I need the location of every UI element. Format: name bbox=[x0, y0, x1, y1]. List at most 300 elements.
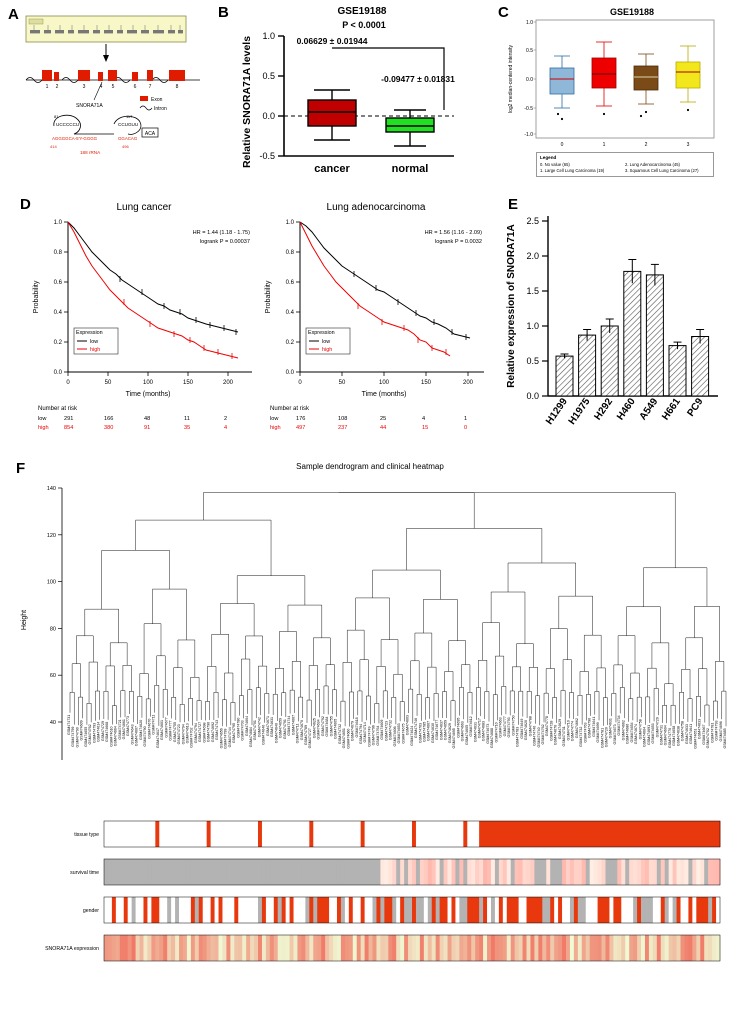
heatmap-cell bbox=[278, 859, 282, 885]
heatmap-cell bbox=[270, 897, 274, 923]
dendro-leaf-label: GSM474781 bbox=[710, 722, 715, 743]
heatmap-cell bbox=[278, 935, 282, 961]
dendro-branch bbox=[442, 692, 446, 718]
dendro-branch bbox=[569, 693, 573, 719]
dendro-branch bbox=[586, 694, 590, 720]
panel-f-ytick-120: 120 bbox=[46, 532, 56, 539]
heatmap-cell bbox=[487, 935, 491, 961]
dendro-branch bbox=[358, 691, 362, 722]
km-right-risk-high-label: high bbox=[270, 425, 281, 431]
heatmap-cell bbox=[602, 859, 606, 885]
heatmap-cell bbox=[527, 935, 531, 961]
heatmap-cell bbox=[444, 859, 448, 885]
heatmap-cell bbox=[365, 935, 369, 961]
panel-c-ylabel: log2 median-centered intensity bbox=[508, 44, 514, 114]
heatmap-cell bbox=[373, 935, 377, 961]
heatmap-cell bbox=[392, 821, 396, 847]
dendro-branch bbox=[258, 666, 266, 693]
heatmap-cell bbox=[629, 859, 633, 885]
panel-c-xtick-2: 2 bbox=[644, 142, 648, 148]
heatmap-cell bbox=[187, 821, 191, 847]
heatmap-cell bbox=[617, 859, 621, 885]
panel-f-letter: F bbox=[16, 460, 26, 477]
heatmap-cell bbox=[641, 821, 645, 847]
heatmap-cell bbox=[345, 897, 349, 923]
heatmap-cell bbox=[530, 821, 534, 847]
dendro-leaf-label: GSM474630 bbox=[430, 722, 435, 744]
heatmap-cell bbox=[211, 897, 215, 923]
dendro-leaf-label: GSM474641 bbox=[591, 716, 596, 737]
heatmap-cell bbox=[396, 935, 400, 961]
heatmap-cell bbox=[669, 897, 673, 923]
heatmap-cell bbox=[404, 859, 408, 885]
heatmap-cell bbox=[534, 935, 538, 961]
heatmap-cell bbox=[673, 859, 677, 885]
heatmap-cell bbox=[365, 859, 369, 885]
dendro-branch bbox=[434, 693, 438, 721]
km-right-risk-low-3: 4 bbox=[422, 416, 426, 422]
heatmap-cell bbox=[286, 935, 290, 961]
heatmap-cell bbox=[677, 897, 681, 923]
heatmap-cell bbox=[487, 821, 491, 847]
dendro-branch bbox=[343, 662, 351, 701]
heatmap-cell bbox=[542, 897, 546, 923]
heatmap-cell bbox=[432, 859, 436, 885]
heatmap-cell bbox=[523, 935, 527, 961]
heatmap-cell bbox=[404, 935, 408, 961]
heatmap-cell bbox=[471, 859, 475, 885]
heatmap-cell bbox=[416, 935, 420, 961]
heatmap-cell bbox=[570, 821, 574, 847]
heatmap-cell bbox=[313, 897, 317, 923]
heatmap-cell bbox=[684, 859, 688, 885]
heatmap-cell bbox=[321, 935, 325, 961]
heatmap-cell bbox=[262, 821, 266, 847]
heatmap-cell bbox=[297, 859, 301, 885]
heatmap-cell bbox=[677, 935, 681, 961]
heatmap-cell bbox=[294, 859, 298, 885]
dendro-branch bbox=[643, 568, 706, 607]
km-left-ylabel: Probability bbox=[33, 280, 40, 314]
km-plot-lung-adenocarcinoma bbox=[256, 200, 496, 456]
dendro-branch bbox=[665, 684, 673, 706]
heatmap-cell bbox=[112, 821, 116, 847]
panel-e-ytick-3: 1.5 bbox=[526, 286, 539, 296]
dendro-leaf-label: GSM474651 bbox=[693, 728, 698, 749]
heatmap-cell bbox=[167, 935, 171, 961]
heatmap-cell bbox=[562, 821, 566, 847]
heatmap-cell bbox=[463, 859, 467, 885]
dendro-branch bbox=[85, 609, 119, 643]
heatmap-cell bbox=[436, 935, 440, 961]
heatmap-cell bbox=[226, 821, 230, 847]
heatmap-cell bbox=[400, 935, 404, 961]
heatmap-cell bbox=[313, 859, 317, 885]
km-right-xtick-1: 50 bbox=[338, 380, 346, 386]
heatmap-cell bbox=[657, 897, 661, 923]
heatmap-cell bbox=[250, 935, 254, 961]
dendro-branch bbox=[483, 623, 500, 661]
heatmap-cell bbox=[507, 935, 511, 961]
heatmap-cell bbox=[120, 935, 124, 961]
heatmap-cell bbox=[238, 935, 242, 961]
heatmap-cell bbox=[684, 935, 688, 961]
heatmap-cell bbox=[527, 897, 531, 923]
heatmap-cell bbox=[649, 935, 653, 961]
heatmap-cell bbox=[542, 859, 546, 885]
dendro-leaf-label: GSM474790 bbox=[206, 721, 211, 743]
heatmap-cell bbox=[270, 821, 274, 847]
heatmap-cell bbox=[700, 935, 704, 961]
km-left-xtick-1: 50 bbox=[104, 380, 112, 386]
dendro-branch bbox=[339, 493, 675, 568]
heatmap-cell bbox=[677, 821, 681, 847]
dendro-branch bbox=[512, 667, 520, 691]
dendro-leaf-label: GSM474673 bbox=[485, 723, 490, 744]
heatmap-cell bbox=[716, 897, 720, 923]
heatmap-cell bbox=[637, 935, 641, 961]
heatmap-cell bbox=[440, 935, 444, 961]
heatmap-cell bbox=[538, 897, 542, 923]
dendro-leaf-label: GSM474629 bbox=[447, 723, 452, 744]
dendro-branch bbox=[517, 644, 534, 668]
heatmap-cell bbox=[305, 897, 309, 923]
dendro-leaf-label: GSM474749 bbox=[367, 726, 372, 747]
dendro-branch bbox=[612, 693, 616, 722]
num-81: 81 bbox=[54, 114, 59, 119]
dendro-leaf-label: GSM474667 bbox=[701, 724, 706, 745]
dendro-leaf-label: GSM474686 bbox=[625, 723, 630, 744]
dendro-leaf-label: GSM474763 bbox=[583, 722, 588, 743]
heatmap-cell bbox=[665, 821, 669, 847]
heatmap-cell bbox=[503, 897, 507, 923]
heatmap-cell bbox=[337, 859, 341, 885]
dendro-branch bbox=[205, 701, 209, 720]
heatmap-cell bbox=[562, 935, 566, 961]
heatmap-cell bbox=[128, 859, 132, 885]
dendro-branch bbox=[87, 703, 91, 724]
heatmap-cell bbox=[503, 859, 507, 885]
heatmap-cell bbox=[578, 897, 582, 923]
dendro-leaf-label: GSM474609 bbox=[79, 720, 84, 741]
dendro-leaf-label: GSM474662 bbox=[574, 718, 579, 739]
heatmap-cell bbox=[369, 859, 373, 885]
dendro-branch bbox=[347, 630, 364, 662]
heatmap-cell bbox=[704, 821, 708, 847]
dendro-leaf-label: GSM474762 bbox=[88, 724, 93, 745]
heatmap-cell bbox=[515, 935, 519, 961]
heatmap-cell bbox=[554, 897, 558, 923]
heatmap-cell bbox=[230, 935, 234, 961]
heatmap-row-label-SNORA71A-expression: SNORA71A expression bbox=[45, 946, 99, 952]
km-right-ylabel: Probability bbox=[265, 280, 272, 314]
km-right-xtick-3: 150 bbox=[420, 380, 432, 386]
heatmap-cell bbox=[329, 859, 333, 885]
heatmap-cell bbox=[684, 821, 688, 847]
dendro-leaf-label: GSM474640 bbox=[261, 724, 266, 745]
heatmap-cell bbox=[128, 897, 132, 923]
panel-e bbox=[500, 196, 732, 458]
dendro-branch bbox=[157, 656, 165, 689]
heatmap-cell bbox=[523, 897, 527, 923]
dendro-leaf-label: GSM474777 bbox=[168, 720, 173, 741]
heatmap-cell bbox=[155, 821, 159, 847]
heatmap-cell bbox=[590, 897, 594, 923]
heatmap-cell bbox=[459, 859, 463, 885]
dendro-branch bbox=[383, 691, 387, 719]
heatmap-cell bbox=[649, 859, 653, 885]
dendro-leaf-label: GSM474788 bbox=[528, 716, 533, 737]
heatmap-cell bbox=[349, 935, 353, 961]
heatmap-cell bbox=[598, 935, 602, 961]
dendro-leaf-label: GSM474638 bbox=[676, 725, 681, 747]
dendro-branch bbox=[208, 666, 216, 701]
dendro-leaf-label: GSM474699 bbox=[596, 722, 601, 743]
heatmap-cell bbox=[140, 859, 144, 885]
dendro-leaf-label: GSM474603 bbox=[405, 715, 410, 736]
dendro-leaf-label: GSM474704 bbox=[181, 724, 186, 745]
heatmap-cell bbox=[400, 897, 404, 923]
heatmap-cell bbox=[574, 935, 578, 961]
panel-c-legend bbox=[536, 152, 714, 177]
heatmap-cell bbox=[250, 859, 254, 885]
dendro-leaf-label: GSM474702 bbox=[706, 728, 711, 749]
heatmap-cell bbox=[621, 897, 625, 923]
heatmap-cell bbox=[491, 897, 495, 923]
heatmap-cell bbox=[333, 897, 337, 923]
heatmap-cell bbox=[286, 821, 290, 847]
km-right-xtick-0: 0 bbox=[298, 380, 302, 386]
heatmap-cell bbox=[681, 897, 685, 923]
heatmap-cell bbox=[649, 821, 653, 847]
heatmap-cell bbox=[246, 821, 250, 847]
dendro-leaf-label: GSM474685 bbox=[723, 728, 727, 749]
heatmap-row-label-gender: gender bbox=[82, 908, 99, 914]
heatmap-cell bbox=[207, 859, 211, 885]
km-right-ytick-4: 0.8 bbox=[285, 250, 294, 256]
heatmap-cell bbox=[641, 897, 645, 923]
dendro-leaf-label: GSM474670 bbox=[147, 718, 152, 739]
dendro-branch bbox=[282, 693, 286, 717]
heatmap-cell bbox=[463, 897, 467, 923]
heatmap-cell bbox=[282, 821, 286, 847]
heatmap-cell bbox=[203, 935, 207, 961]
heatmap-cell bbox=[495, 897, 499, 923]
heatmap-cell bbox=[491, 859, 495, 885]
heatmap-cell bbox=[696, 821, 700, 847]
dendro-leaf-label: GSM474790 bbox=[143, 726, 148, 747]
heatmap-cell bbox=[215, 897, 219, 923]
heatmap-cell bbox=[708, 821, 712, 847]
heatmap-cell bbox=[455, 935, 459, 961]
heatmap-cell bbox=[700, 821, 704, 847]
heatmap-cell bbox=[673, 897, 677, 923]
heatmap-cell bbox=[696, 859, 700, 885]
dendro-branch bbox=[112, 706, 116, 725]
dendro-leaf-label: GSM474625 bbox=[312, 718, 317, 739]
heatmap-cell bbox=[349, 897, 353, 923]
svg-text:2: 2 bbox=[55, 84, 59, 90]
heatmap-cell bbox=[716, 821, 720, 847]
dendro-branch bbox=[682, 669, 690, 698]
heatmap-cell bbox=[712, 859, 716, 885]
heatmap-cell bbox=[140, 897, 144, 923]
heatmap-cell bbox=[621, 935, 625, 961]
dendro-branch bbox=[580, 671, 588, 695]
dendro-branch bbox=[400, 702, 404, 722]
dendro-leaf-label: GSM474758 bbox=[638, 719, 643, 740]
heatmap-cell bbox=[136, 935, 140, 961]
heatmap-cell bbox=[669, 859, 673, 885]
km-left-hr: HR = 1.44 (1.18 - 1.75) bbox=[192, 230, 250, 236]
heatmap-cell bbox=[412, 821, 416, 847]
dendro-branch bbox=[153, 589, 187, 640]
heatmap-cell bbox=[262, 859, 266, 885]
km-right-legend-high: high bbox=[322, 347, 333, 353]
intron-legend-label: Intron bbox=[154, 106, 167, 112]
panel-d-letter: D bbox=[20, 196, 31, 213]
heatmap-cell bbox=[384, 935, 388, 961]
legend-item-0: 0. No value (65) bbox=[540, 161, 570, 167]
heatmap-cell bbox=[479, 935, 483, 961]
heatmap-cell bbox=[167, 821, 171, 847]
heatmap-cell bbox=[195, 859, 199, 885]
heatmap-cell bbox=[250, 897, 254, 923]
dendro-branch bbox=[288, 605, 322, 638]
heatmap-cell bbox=[499, 897, 503, 923]
heatmap-cell bbox=[451, 859, 455, 885]
heatmap-cell bbox=[199, 821, 203, 847]
dendro-branch bbox=[478, 660, 486, 691]
dendro-branch bbox=[493, 695, 497, 726]
bar-PC9 bbox=[692, 337, 709, 397]
dendro-leaf-label: GSM474662 bbox=[621, 720, 626, 741]
heatmap-cell bbox=[246, 897, 250, 923]
heatmap-cell bbox=[558, 935, 562, 961]
dendro-leaf-label: GSM474629 bbox=[557, 718, 562, 740]
heatmap-cell bbox=[669, 935, 673, 961]
dendro-branch bbox=[415, 633, 432, 667]
heatmap-cell bbox=[234, 821, 238, 847]
dendro-branch bbox=[423, 599, 457, 640]
dendro-branch bbox=[597, 668, 605, 698]
heatmap-cell bbox=[211, 859, 215, 885]
heatmap-cell bbox=[187, 897, 191, 923]
heatmap-cell bbox=[151, 859, 155, 885]
heatmap-cell bbox=[151, 897, 155, 923]
heatmap-cell bbox=[491, 935, 495, 961]
heatmap-cell bbox=[570, 897, 574, 923]
heatmap-cell bbox=[179, 935, 183, 961]
heatmap-cell bbox=[341, 821, 345, 847]
dendro-branch bbox=[459, 687, 463, 719]
dendro-branch bbox=[324, 686, 328, 715]
dendro-leaf-label: GSM474604 bbox=[642, 726, 647, 748]
heatmap-cell bbox=[530, 935, 534, 961]
dendro-leaf-label: GSM474785 bbox=[422, 721, 427, 742]
panel-c bbox=[500, 6, 732, 186]
dendro-leaf-label: GSM474660 bbox=[346, 728, 351, 749]
heatmap-cell bbox=[199, 897, 203, 923]
heatmap-cell bbox=[215, 821, 219, 847]
heatmap-cell bbox=[151, 821, 155, 847]
heatmap-cell bbox=[104, 897, 108, 923]
dendro-leaf-label: GSM474732 bbox=[337, 723, 342, 745]
heatmap-cell bbox=[554, 821, 558, 847]
heatmap-cell bbox=[503, 821, 507, 847]
km-left-ytick-4: 0.8 bbox=[53, 250, 62, 256]
heatmap-cell bbox=[120, 821, 124, 847]
heatmap-cell bbox=[424, 935, 428, 961]
heatmap-cell bbox=[234, 897, 238, 923]
heatmap-cell bbox=[290, 821, 294, 847]
heatmap-cell bbox=[195, 897, 199, 923]
heatmap-cell bbox=[609, 897, 613, 923]
heatmap-cell bbox=[357, 897, 361, 923]
dendro-leaf-label: GSM474604 bbox=[244, 715, 249, 737]
dendro-branch bbox=[174, 668, 182, 705]
panel-f-ytick-100: 100 bbox=[46, 579, 56, 586]
heatmap-cell bbox=[546, 859, 550, 885]
heatmap-cell bbox=[341, 897, 345, 923]
heatmap-cell bbox=[436, 859, 440, 885]
dendro-branch bbox=[140, 673, 148, 698]
heatmap-cell bbox=[128, 935, 132, 961]
km-left-legend-title: Expression bbox=[76, 330, 103, 336]
dendro-branch bbox=[332, 690, 336, 717]
heatmap-cell bbox=[605, 821, 609, 847]
heatmap-cell bbox=[625, 935, 629, 961]
dendro-leaf-label: GSM474770 bbox=[667, 727, 672, 749]
km-right-risk-high-3: 15 bbox=[422, 425, 429, 431]
heatmap-cell bbox=[582, 897, 586, 923]
heatmap-cell bbox=[305, 859, 309, 885]
km-left-logrank: logrank P = 0.00037 bbox=[199, 239, 250, 245]
dendro-leaf-label: GSM474631 bbox=[270, 716, 275, 738]
panel-b-pvalue: P < 0.0001 bbox=[342, 20, 386, 30]
panel-c-ytick-5: -1.0 bbox=[524, 132, 533, 138]
dendro-leaf-label: GSM474731 bbox=[67, 714, 71, 735]
dendro-branch bbox=[110, 643, 127, 666]
heatmap-cell bbox=[147, 821, 151, 847]
heatmap-cell bbox=[558, 897, 562, 923]
heatmap-cell bbox=[677, 859, 681, 885]
heatmap-cell bbox=[104, 935, 108, 961]
heatmap-cell bbox=[617, 821, 621, 847]
heatmap-cell bbox=[471, 935, 475, 961]
panel-e-ytick-5: 2.5 bbox=[526, 216, 539, 226]
heatmap-cell bbox=[175, 897, 179, 923]
heatmap-cell bbox=[617, 897, 621, 923]
heatmap-cell bbox=[147, 935, 151, 961]
panel-b bbox=[218, 4, 484, 188]
dendro-leaf-label: GSM474720 bbox=[604, 727, 609, 748]
heatmap-cell bbox=[519, 859, 523, 885]
dendro-leaf-label: GSM474758 bbox=[680, 720, 685, 742]
km-left-risk-low-1: 166 bbox=[104, 416, 114, 422]
heatmap-cell bbox=[132, 897, 136, 923]
heatmap-cell bbox=[645, 897, 649, 923]
dendro-branch bbox=[648, 668, 656, 697]
heatmap-cell bbox=[586, 897, 590, 923]
heatmap-cell bbox=[262, 897, 266, 923]
heatmap-cell bbox=[578, 859, 582, 885]
km-left-risk-high-4: 4 bbox=[224, 425, 228, 431]
dendro-branch bbox=[527, 691, 531, 718]
heatmap-cell bbox=[266, 897, 270, 923]
legend-item-2: 2. Lung Adenocarcinoma (45) bbox=[625, 161, 680, 167]
panel-c-ytick-2: 0.5 bbox=[526, 48, 533, 54]
